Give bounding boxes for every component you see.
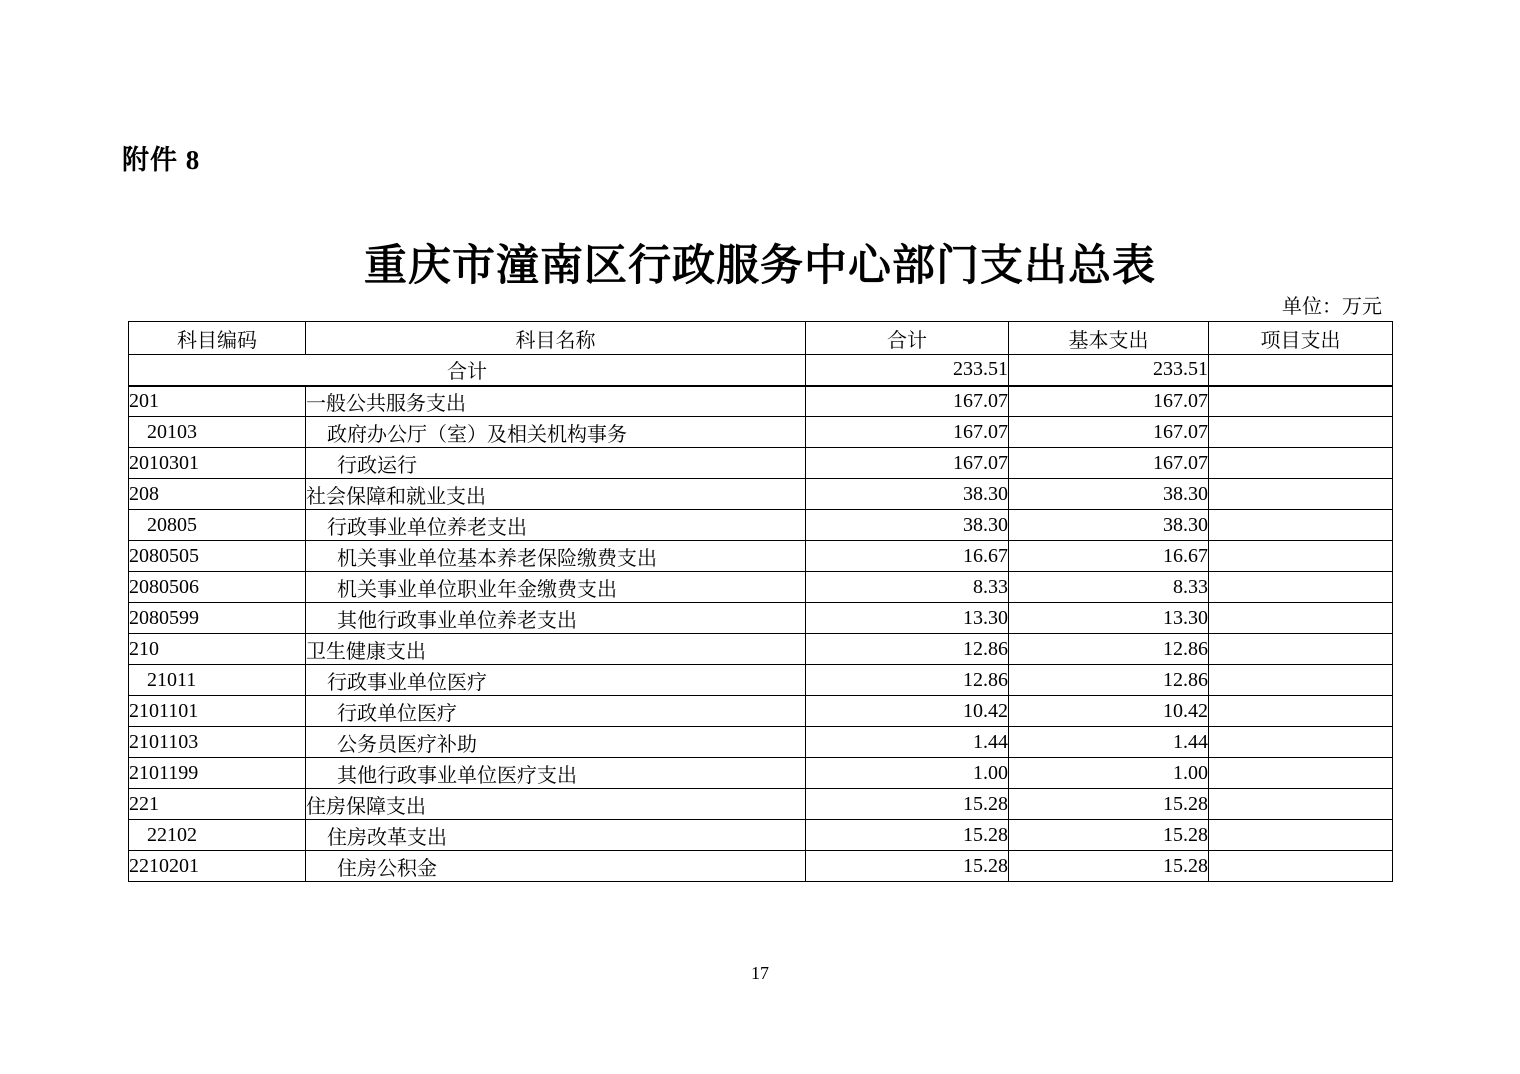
col-header-basic-expenditure: 基本支出 <box>1009 322 1209 355</box>
cell-subject-code: 2101199 <box>129 758 306 789</box>
cell-total: 38.30 <box>806 510 1009 541</box>
cell-basic-expenditure: 12.86 <box>1009 665 1209 696</box>
cell-subject-code: 21011 <box>129 665 306 696</box>
cell-total: 8.33 <box>806 572 1009 603</box>
cell-subject-name: 机关事业单位基本养老保险缴费支出 <box>306 541 806 572</box>
cell-subject-code: 20805 <box>129 510 306 541</box>
cell-basic-expenditure: 38.30 <box>1009 510 1209 541</box>
cell-subject-code: 2080506 <box>129 572 306 603</box>
cell-project-expenditure <box>1209 820 1393 851</box>
cell-subject-name: 住房保障支出 <box>306 789 806 820</box>
cell-basic-expenditure: 167.07 <box>1009 417 1209 448</box>
cell-total: 1.00 <box>806 758 1009 789</box>
cell-subject-name: 公务员医疗补助 <box>306 727 806 758</box>
table-row <box>129 696 1393 727</box>
cell-subject-code: 2010301 <box>129 448 306 479</box>
cell-total: 167.07 <box>806 448 1009 479</box>
cell-subject-name: 政府办公厅（室）及相关机构事务 <box>306 417 806 448</box>
table-row <box>129 572 1393 603</box>
attachment-label: 附件 8 <box>122 145 201 175</box>
table-row <box>129 789 1393 820</box>
table-row <box>129 479 1393 510</box>
cell-basic-expenditure: 1.00 <box>1009 758 1209 789</box>
cell-subject-code: 20103 <box>129 417 306 448</box>
cell-project-expenditure <box>1209 572 1393 603</box>
table-row <box>129 851 1393 882</box>
cell-subject-name: 住房改革支出 <box>306 820 806 851</box>
cell-project-expenditure <box>1209 541 1393 572</box>
cell-total: 10.42 <box>806 696 1009 727</box>
cell-subject-code: 2101101 <box>129 696 306 727</box>
cell-project-expenditure <box>1209 479 1393 510</box>
cell-basic-expenditure: 16.67 <box>1009 541 1209 572</box>
table-row <box>129 417 1393 448</box>
cell-basic-expenditure: 8.33 <box>1009 572 1209 603</box>
page-number: 17 <box>751 963 769 983</box>
cell-total: 15.28 <box>806 851 1009 882</box>
cell-project-expenditure <box>1209 510 1393 541</box>
cell-project-expenditure <box>1209 355 1393 386</box>
cell-subject-code: 2080505 <box>129 541 306 572</box>
col-header-project-expenditure: 项目支出 <box>1209 322 1393 355</box>
cell-subject-code: 208 <box>129 479 306 510</box>
cell-subject-name: 行政单位医疗 <box>306 696 806 727</box>
table-row <box>129 758 1393 789</box>
cell-project-expenditure <box>1209 417 1393 448</box>
cell-basic-expenditure: 10.42 <box>1009 696 1209 727</box>
cell-subject-code: 210 <box>129 634 306 665</box>
cell-subject-code: 201 <box>129 386 306 417</box>
cell-basic-expenditure: 15.28 <box>1009 851 1209 882</box>
cell-basic-expenditure: 1.44 <box>1009 727 1209 758</box>
cell-subject-name: 卫生健康支出 <box>306 634 806 665</box>
cell-project-expenditure <box>1209 696 1393 727</box>
table-row <box>129 386 1393 417</box>
cell-subject-name: 一般公共服务支出 <box>306 386 806 417</box>
table-row <box>129 603 1393 634</box>
cell-project-expenditure <box>1209 727 1393 758</box>
cell-total: 12.86 <box>806 634 1009 665</box>
cell-basic-expenditure: 38.30 <box>1009 479 1209 510</box>
cell-subject-name: 社会保障和就业支出 <box>306 479 806 510</box>
cell-project-expenditure <box>1209 851 1393 882</box>
cell-basic-expenditure: 15.28 <box>1009 789 1209 820</box>
cell-total: 167.07 <box>806 386 1009 417</box>
cell-subject-code: 22102 <box>129 820 306 851</box>
expenditure-table <box>128 321 1393 882</box>
table-row <box>129 820 1393 851</box>
cell-basic-expenditure: 15.28 <box>1009 820 1209 851</box>
cell-total: 15.28 <box>806 820 1009 851</box>
cell-basic-expenditure: 167.07 <box>1009 448 1209 479</box>
cell-subject-name: 住房公积金 <box>306 851 806 882</box>
cell-total: 233.51 <box>806 355 1009 386</box>
cell-subject-name: 机关事业单位职业年金缴费支出 <box>306 572 806 603</box>
cell-project-expenditure <box>1209 448 1393 479</box>
cell-project-expenditure <box>1209 386 1393 417</box>
cell-project-expenditure <box>1209 603 1393 634</box>
cell-basic-expenditure: 12.86 <box>1009 634 1209 665</box>
table-row <box>129 355 1393 386</box>
cell-project-expenditure <box>1209 758 1393 789</box>
cell-subject-name: 其他行政事业单位养老支出 <box>306 603 806 634</box>
table-row <box>129 727 1393 758</box>
table-body <box>129 355 1393 882</box>
cell-total: 38.30 <box>806 479 1009 510</box>
table-row <box>129 448 1393 479</box>
cell-total: 1.44 <box>806 727 1009 758</box>
table-row <box>129 665 1393 696</box>
cell-subject-name: 行政事业单位医疗 <box>306 665 806 696</box>
cell-subject-code: 2080599 <box>129 603 306 634</box>
table-row <box>129 541 1393 572</box>
cell-basic-expenditure: 13.30 <box>1009 603 1209 634</box>
col-header-total: 合计 <box>806 322 1009 355</box>
col-header-subject-code: 科目编码 <box>129 322 306 355</box>
page-title: 重庆市潼南区行政服务中心部门支出总表 <box>364 243 1156 290</box>
cell-total: 13.30 <box>806 603 1009 634</box>
cell-project-expenditure <box>1209 634 1393 665</box>
table-row <box>129 510 1393 541</box>
cell-subject-name: 合计 <box>129 355 806 386</box>
cell-subject-code: 221 <box>129 789 306 820</box>
cell-total: 167.07 <box>806 417 1009 448</box>
cell-project-expenditure <box>1209 665 1393 696</box>
cell-basic-expenditure: 233.51 <box>1009 355 1209 386</box>
cell-project-expenditure <box>1209 789 1393 820</box>
cell-subject-name: 行政事业单位养老支出 <box>306 510 806 541</box>
cell-basic-expenditure: 167.07 <box>1009 386 1209 417</box>
unit-label: 单位：万元 <box>1282 296 1382 318</box>
cell-total: 15.28 <box>806 789 1009 820</box>
cell-subject-name: 其他行政事业单位医疗支出 <box>306 758 806 789</box>
col-header-subject-name: 科目名称 <box>306 322 806 355</box>
cell-subject-code: 2210201 <box>129 851 306 882</box>
cell-subject-name: 行政运行 <box>306 448 806 479</box>
cell-subject-code: 2101103 <box>129 727 306 758</box>
table-header-row <box>129 322 1393 355</box>
table-row <box>129 634 1393 665</box>
cell-total: 16.67 <box>806 541 1009 572</box>
cell-total: 12.86 <box>806 665 1009 696</box>
